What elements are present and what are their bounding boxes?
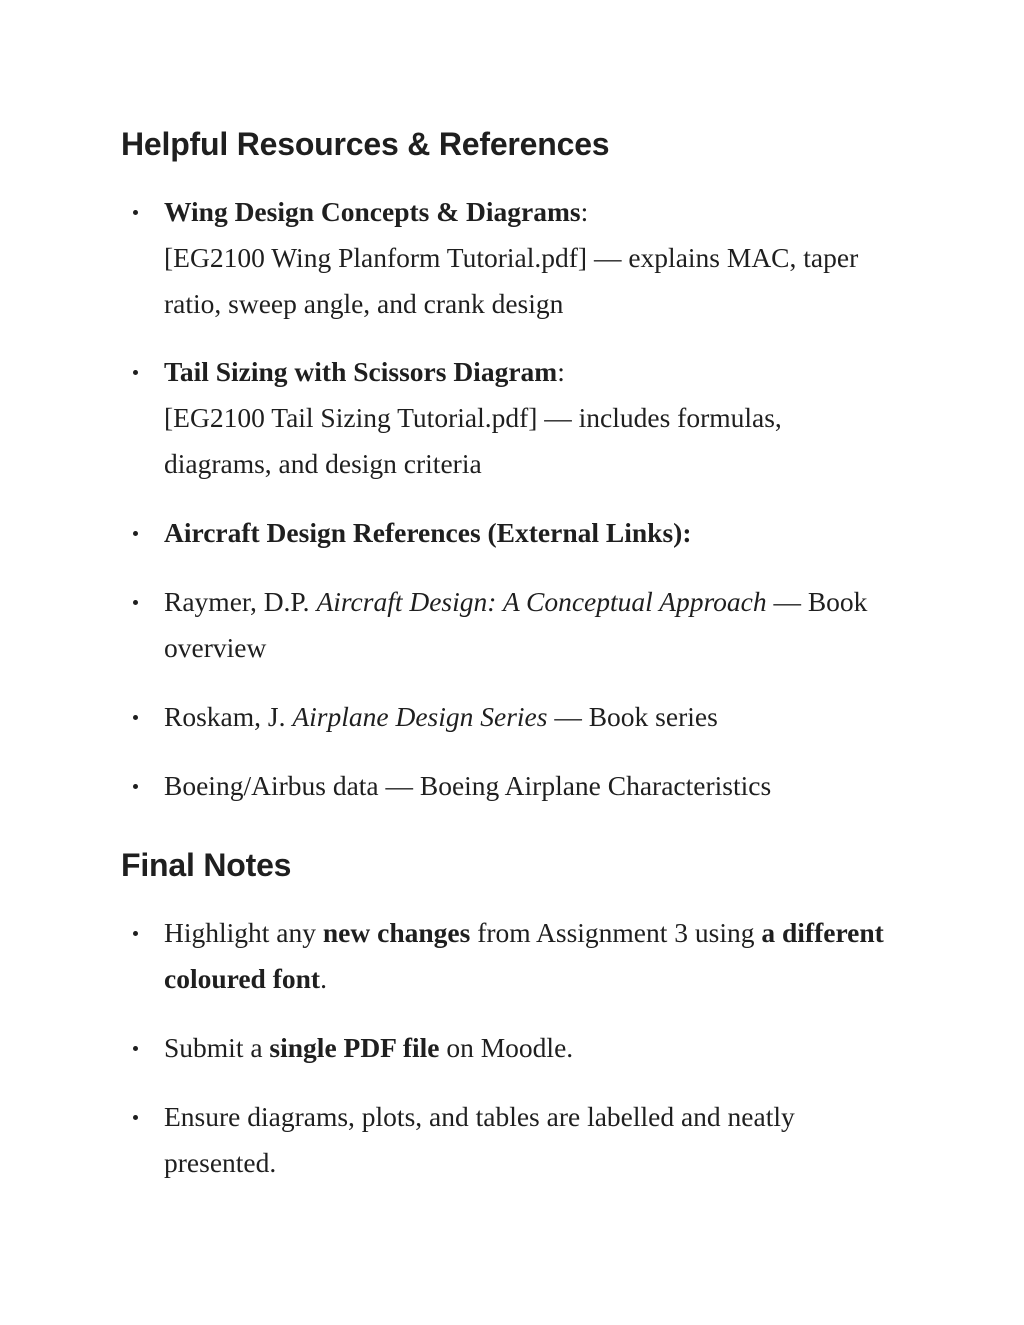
item-detail: [EG2100 Tail Sizing Tutorial.pdf] — includes formulas, diagrams, and design criteria bbox=[164, 402, 782, 479]
bullet-icon bbox=[133, 1115, 138, 1120]
item-text: Submit a bbox=[164, 1032, 270, 1063]
list-item-boeing-airbus bbox=[164, 763, 884, 809]
bullet-icon bbox=[133, 931, 138, 936]
list-item-aircraft-design-references bbox=[164, 510, 884, 556]
section-heading-final-notes: Final Notes bbox=[121, 847, 292, 883]
item-emphasis: new changes bbox=[322, 917, 471, 948]
item-title: Aircraft Design References (External Links): bbox=[164, 517, 692, 548]
bullet-icon bbox=[133, 531, 138, 536]
item-text: on Moodle. bbox=[439, 1032, 574, 1063]
item-title: Wing Design Concepts & Diagrams bbox=[164, 196, 581, 227]
item-colon: : bbox=[580, 196, 589, 227]
item-emphasis: single PDF file bbox=[269, 1032, 440, 1063]
bullet-icon bbox=[133, 1046, 138, 1051]
list-item-tail-sizing bbox=[164, 349, 884, 487]
item-author: Raymer, D.P. bbox=[164, 586, 317, 617]
bullet-icon bbox=[133, 210, 138, 215]
bullet-icon bbox=[133, 715, 138, 720]
item-text: . bbox=[320, 963, 327, 994]
list-item-ensure-labelled bbox=[164, 1094, 884, 1186]
bullet-icon bbox=[133, 370, 138, 375]
list-item-roskam bbox=[164, 694, 884, 740]
item-book-title: Aircraft Design: A Conceptual Approach bbox=[316, 586, 767, 617]
list-item-wing-design bbox=[164, 189, 884, 327]
item-text: from Assignment 3 using bbox=[470, 917, 762, 948]
item-note: — Book overview bbox=[164, 586, 868, 663]
item-emphasis: a different coloured font bbox=[164, 917, 884, 994]
item-text: Boeing/Airbus data — Boeing Airplane Characteristics bbox=[164, 770, 772, 801]
bullet-icon bbox=[133, 600, 138, 605]
item-text: Highlight any bbox=[164, 917, 323, 948]
list-item-raymer bbox=[164, 579, 884, 671]
bullet-icon bbox=[133, 784, 138, 789]
list-item-submit-pdf bbox=[164, 1025, 884, 1071]
item-title: Tail Sizing with Scissors Diagram bbox=[164, 356, 558, 387]
item-book-title: Airplane Design Series bbox=[292, 701, 548, 732]
section-heading-resources: Helpful Resources & References bbox=[121, 126, 610, 162]
item-note: — Book series bbox=[547, 701, 718, 732]
item-author: Roskam, J. bbox=[164, 701, 293, 732]
item-colon: : bbox=[557, 356, 565, 387]
item-detail: [EG2100 Wing Planform Tutorial.pdf] — explains MAC, taper ratio, sweep angle, and crank design bbox=[164, 242, 859, 319]
list-item-highlight-changes bbox=[164, 910, 884, 1002]
item-text: Ensure diagrams, plots, and tables are labelled and neatly presented. bbox=[164, 1101, 795, 1178]
